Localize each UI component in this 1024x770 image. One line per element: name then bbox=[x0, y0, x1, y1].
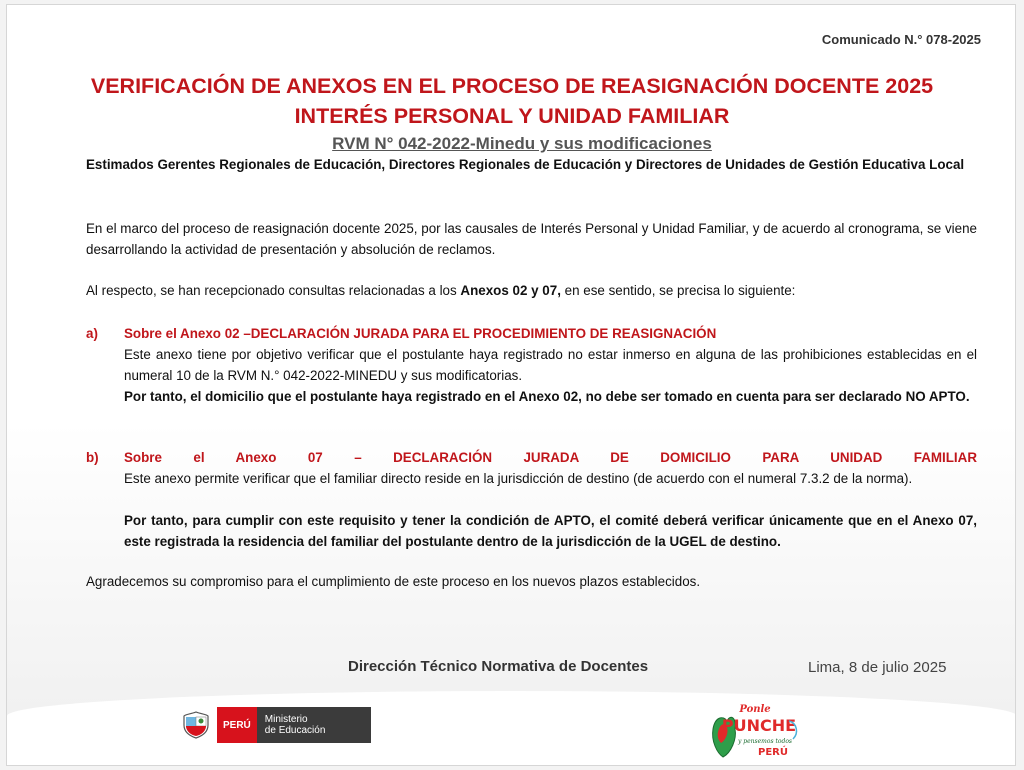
title-line-1: VERIFICACIÓN DE ANEXOS EN EL PROCESO DE REASIGNACIÓN DOCENTE 2025 bbox=[90, 74, 934, 98]
item-a-bold-text: Por tanto, el domicilio que el postulante haya registrado en el Anexo 02, no debe ser tomado en cuenta para ser declarado NO APTO. bbox=[124, 389, 970, 404]
footer-band bbox=[7, 691, 1016, 766]
communique-number: Comunicado N.° 078-2025 bbox=[821, 32, 981, 47]
campaign-logo-text-ponle: Ponle bbox=[739, 704, 771, 715]
campaign-logo-text-punche: PUNCHE bbox=[721, 716, 797, 735]
item-b-text: Este anexo permite verificar que el familiar directo reside en la jurisdicción de destino (de acuerdo con el numeral 7.3.2 de la norma). bbox=[124, 471, 913, 486]
document-title bbox=[7, 71, 1016, 131]
campaign-logo-text-tagline: y pensemos todos bbox=[737, 738, 793, 745]
paragraph-context: En el marco del proceso de reasignación docente 2025, por las causales de Interés Personal y Unidad Familiar, y de acuerdo al cronograma, se viene desarrollando la actividad de presentación y absolución de reclamos. bbox=[86, 221, 977, 257]
item-b-title: Sobre el Anexo 07 – DECLARACIÓN JURADA DE DOMICILIO PARA UNIDAD FAMILIAR bbox=[124, 450, 977, 465]
document-page bbox=[6, 4, 1016, 766]
paragraph-intro-bold: Anexos 02 y 07, bbox=[460, 283, 561, 298]
item-b-heading bbox=[86, 447, 977, 468]
paragraph-intro bbox=[86, 280, 977, 301]
document-date: Lima, 8 de julio 2025 bbox=[808, 659, 947, 676]
item-b-bold-text: Por tanto, para cumplir con este requisito y tener la condición de APTO, el comité deberá verificar únicamente que en el Anexo 07, este registrada la residencia del familiar del postulante dentro de la jurisdicción de la UGEL de destino. bbox=[124, 513, 977, 549]
ministry-label-line-1: Ministerio bbox=[264, 714, 308, 725]
item-b-label: b) bbox=[86, 450, 99, 465]
paragraph-intro-post: en ese sentido, se precisa lo siguiente: bbox=[560, 283, 796, 298]
item-a-label: a) bbox=[86, 326, 98, 341]
peru-coat-of-arms-icon bbox=[181, 710, 211, 740]
item-a-title: Sobre el Anexo 02 –DECLARACIÓN JURADA PARA EL PROCEDIMIENTO DE REASIGNACIÓN bbox=[124, 326, 717, 341]
greeting: Estimados Gerentes Regionales de Educación, Directores Regionales de Educación y Directores de Unidades de Gestión Educativa Local bbox=[86, 157, 965, 172]
paragraph-intro-pre: Al respecto, se han recepcionado consultas relacionadas a los bbox=[86, 283, 461, 298]
title-line-2: INTERÉS PERSONAL Y UNIDAD FAMILIAR bbox=[294, 104, 730, 128]
ministry-label bbox=[257, 707, 371, 743]
item-a-text: Este anexo tiene por objetivo verificar que el postulante haya registrado no estar inmerso en alguna de las prohibiciones establecidas en el numeral 10 de la RVM N.° 042-2022-MINEDU y sus modificatorias. bbox=[124, 347, 977, 383]
item-a-heading bbox=[86, 323, 977, 344]
closing-thanks: Agradecemos su compromiso para el cumplimiento de este proceso en los nuevos plazos establecidos. bbox=[86, 574, 701, 589]
signature: Dirección Técnico Normativa de Docentes bbox=[348, 658, 649, 675]
peru-label: PERÚ bbox=[217, 707, 257, 743]
ponle-punche-logo bbox=[707, 699, 803, 763]
ministry-logo bbox=[181, 707, 371, 743]
document-subtitle: RVM N° 042-2022-Minedu y sus modificaciones bbox=[332, 134, 712, 153]
campaign-logo-text-peru: PERÚ bbox=[758, 747, 788, 758]
ministry-label-line-2: de Educación bbox=[264, 725, 326, 736]
